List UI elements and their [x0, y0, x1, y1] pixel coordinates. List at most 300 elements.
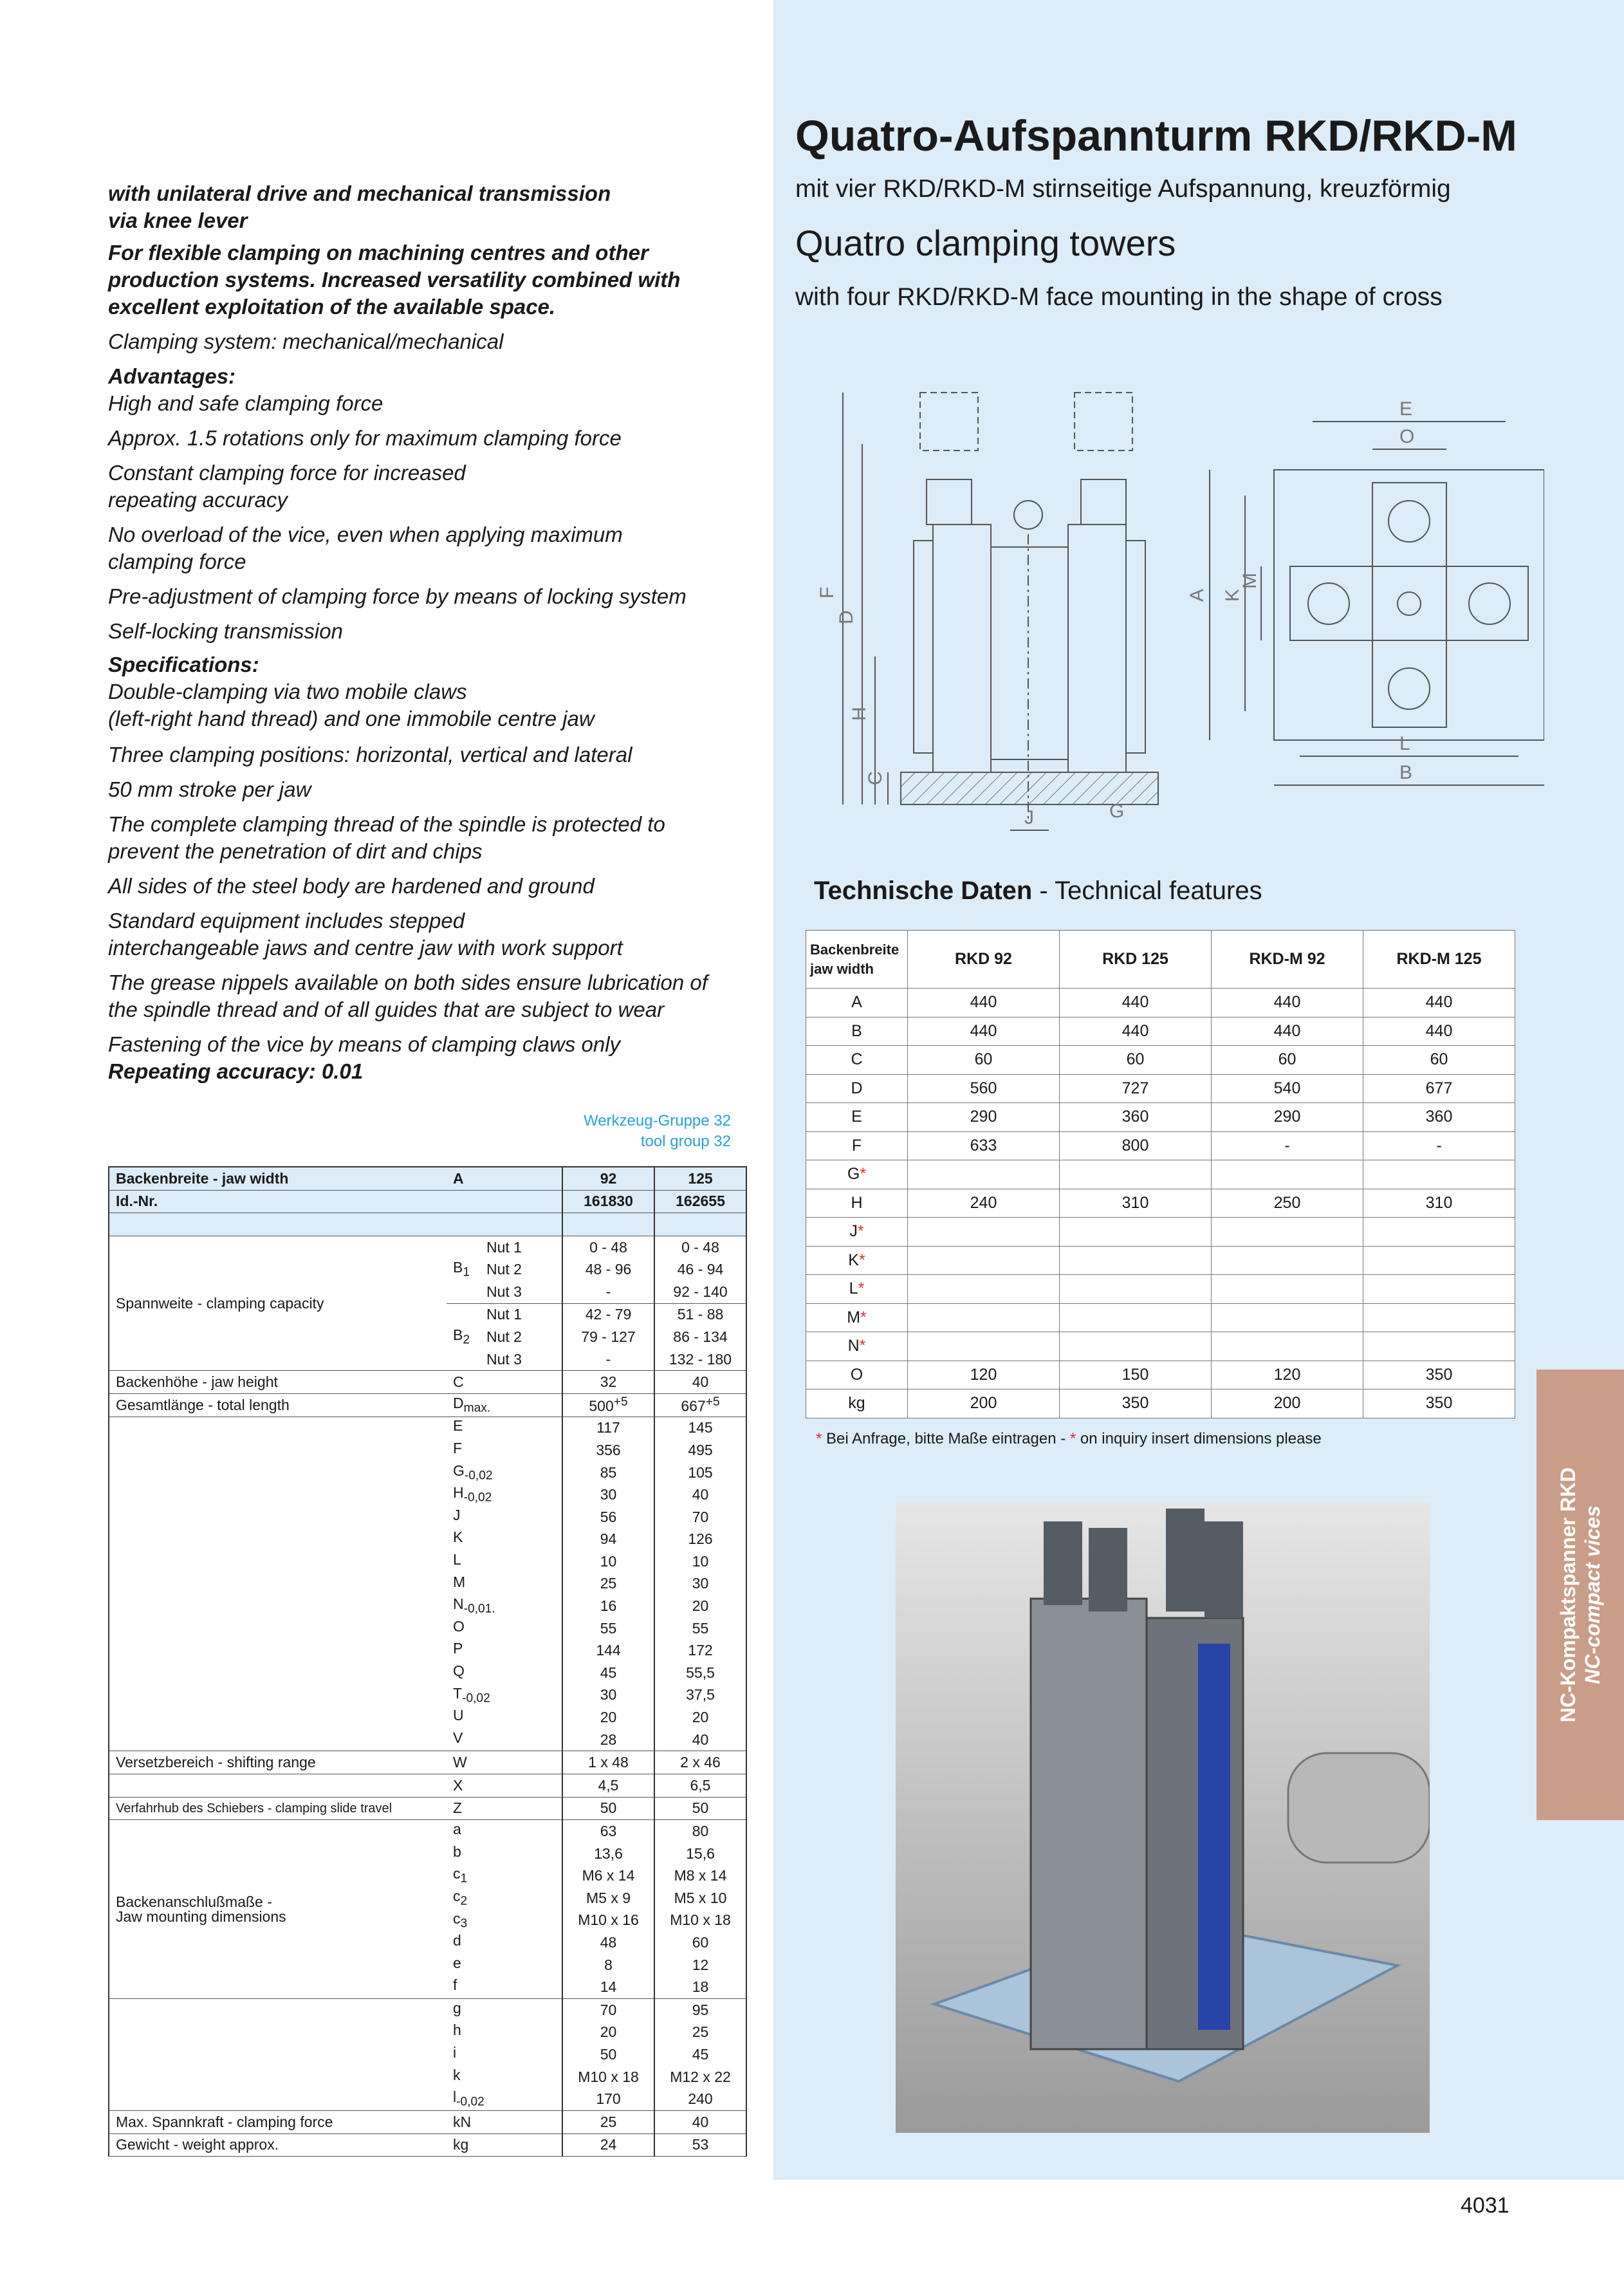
spindle-left	[927, 479, 972, 525]
machine-spindle	[1288, 1753, 1430, 1863]
tech-row	[806, 1074, 1515, 1103]
symbol-text: E	[453, 1417, 463, 1435]
tech-cell: 440	[1212, 989, 1363, 1018]
vice-right	[1469, 583, 1510, 624]
row-label	[109, 1774, 447, 1798]
symbol-sub: 3	[460, 1917, 468, 1931]
cell: 37,5	[654, 1684, 746, 1707]
cell: 32	[562, 1371, 654, 1394]
corner-line: jaw width	[810, 960, 874, 977]
cell: 53	[654, 2133, 746, 2157]
intro-purpose	[108, 239, 739, 321]
cross-vertical	[1372, 483, 1446, 727]
specs-heading: Specifications:	[108, 653, 259, 676]
tech-star: *	[857, 1222, 864, 1241]
spec-item: Three clamping positions: horizontal, vertical and lateral	[108, 743, 632, 767]
symbol-sub: 1	[460, 1872, 468, 1886]
center-hub	[1398, 592, 1421, 615]
row-label-line: Jaw mounting dimensions	[116, 1908, 286, 1925]
cell: 1 x 48	[562, 1751, 654, 1774]
row-symbol	[447, 2021, 562, 2044]
tech-star: *	[860, 1165, 867, 1184]
tech-row-label	[806, 1103, 908, 1132]
tech-cell: 440	[1363, 1017, 1515, 1046]
row-symbol	[447, 1595, 562, 1617]
dim-label-k: K	[1222, 588, 1243, 602]
cell: M10 x 18	[562, 2066, 654, 2088]
cell: 12	[654, 1954, 746, 1976]
row-symbol	[447, 1617, 562, 1640]
symbol-text: J	[453, 1506, 461, 1523]
side-jaw-left	[914, 541, 933, 753]
tech-row-label-text: kg	[848, 1394, 865, 1413]
tech-cell: 727	[1060, 1074, 1212, 1103]
row-symbol	[447, 1236, 480, 1303]
symbol-text: O	[453, 1617, 465, 1635]
symbol-text: P	[453, 1640, 463, 1657]
specs-block	[108, 651, 739, 732]
tech-table	[806, 930, 1515, 1418]
symbol-text: h	[453, 2021, 461, 2039]
symbol-sub: 2	[460, 1894, 468, 1908]
cell: 50	[654, 1797, 746, 1820]
row-symbol	[447, 1439, 562, 1462]
row-symbol	[447, 1684, 562, 1707]
cell: 4,5	[562, 1774, 654, 1798]
tech-cell	[1363, 1332, 1515, 1361]
advantages-heading: Advantages:	[108, 364, 236, 388]
tech-row-label	[806, 989, 908, 1018]
row-label	[109, 1417, 447, 1751]
nut-label: Nut 3	[480, 1281, 562, 1303]
corner-line: Backenbreite	[810, 941, 900, 958]
tech-cell: 60	[1060, 1046, 1212, 1075]
page-subtitle-de: mit vier RKD/RKD-M stirnseitige Aufspannung, kreuzförmig	[795, 175, 1451, 203]
row-label	[109, 1998, 447, 2110]
row-symbol: C	[447, 1371, 562, 1394]
tech-cell: -	[1212, 1131, 1363, 1160]
tech-col-header: RKD-M 92	[1212, 931, 1363, 989]
center-body	[991, 547, 1068, 759]
symbol-text: c	[453, 1910, 461, 1927]
table-row	[109, 1797, 746, 1820]
cell: 117	[562, 1417, 654, 1439]
symbol-text: a	[453, 1821, 461, 1838]
technical-drawing	[798, 380, 1544, 843]
row-symbol	[447, 1662, 562, 1684]
front-view	[843, 393, 1158, 830]
spec-item	[108, 907, 739, 962]
tech-row-label-text: B	[851, 1021, 862, 1040]
note-text-en: on inquiry insert dimensions please	[1076, 1430, 1322, 1447]
intro-line: the spindle thread and of all guides that are subject to wear	[108, 998, 665, 1021]
symbol-sub: -0,02	[462, 1691, 490, 1705]
row-label	[109, 1213, 447, 1236]
cell: 92 - 140	[654, 1281, 746, 1303]
tech-row	[806, 1160, 1515, 1189]
cell: -	[562, 1348, 654, 1371]
cell: 50	[562, 1797, 654, 1820]
tower-right	[1068, 525, 1126, 772]
table-row	[109, 1213, 746, 1236]
spec-item	[108, 969, 739, 1023]
tech-row	[806, 1361, 1515, 1389]
cell: 63	[562, 1820, 654, 1843]
cell: 80	[654, 1820, 746, 1843]
row-label: Backenhöhe - jaw height	[109, 1371, 447, 1394]
cell: 170	[562, 2088, 654, 2110]
tech-row-label-text: F	[851, 1136, 862, 1155]
cell: 60	[654, 1931, 746, 1954]
side-jaw-right	[1126, 541, 1145, 753]
tech-cell: 350	[1060, 1389, 1212, 1418]
row-symbol: A	[447, 1167, 562, 1190]
symbol-text: V	[453, 1729, 463, 1746]
tech-cell	[1060, 1246, 1212, 1275]
tech-row-label	[806, 1046, 908, 1075]
table-row	[109, 1417, 746, 1439]
tool-group-en: tool group 32	[640, 1133, 731, 1150]
cell-text: 667	[681, 1398, 706, 1415]
cell: 40	[654, 1483, 746, 1506]
cell: 20	[562, 1706, 654, 1729]
spindle	[1204, 1521, 1243, 1618]
tech-row-label-text: E	[851, 1108, 862, 1126]
spec-item: All sides of the steel body are hardened and ground	[108, 874, 595, 898]
cell: 240	[654, 2088, 746, 2110]
tech-cell: 440	[908, 989, 1060, 1018]
intro-line: Double-clamping via two mobile claws	[108, 680, 467, 703]
cell: 20	[654, 1595, 746, 1617]
row-symbol: W	[447, 1751, 562, 1774]
symbol-text: c	[453, 1887, 461, 1904]
tech-row-label	[806, 1131, 908, 1160]
cell: 70	[654, 1506, 746, 1529]
row-symbol	[447, 2043, 562, 2066]
cell: M5 x 10	[654, 1887, 746, 1910]
intro-line: Fastening of the vice by means of clamping claws only	[108, 1032, 621, 1056]
table-row	[109, 1190, 746, 1213]
dim-label-j: J	[1024, 807, 1034, 828]
nut-label: Nut 3	[480, 1348, 562, 1371]
tech-cell: 150	[1060, 1361, 1212, 1389]
cell: 144	[562, 1639, 654, 1662]
tech-cell: 440	[1363, 989, 1515, 1018]
dim-label-c: C	[865, 771, 886, 785]
tech-cell	[1212, 1303, 1363, 1332]
tech-row	[806, 1218, 1515, 1247]
cell: 85	[562, 1462, 654, 1484]
cell: 25	[654, 2021, 746, 2044]
cell: 55	[562, 1617, 654, 1640]
cell-sup: +5	[613, 1395, 628, 1409]
intro-line: The grease nippels available on both sides ensure lubrication of	[108, 971, 708, 994]
tech-cell	[1363, 1160, 1515, 1189]
section-tab-line: NC-compact vices	[1581, 1505, 1604, 1684]
table-row	[109, 1167, 746, 1190]
intro-line: Constant clamping force for increased	[108, 461, 466, 485]
row-symbol	[447, 1976, 562, 1998]
cell-text: 500	[589, 1398, 614, 1415]
cell: 94	[562, 1529, 654, 1551]
symbol-text: e	[453, 1954, 461, 1971]
row-symbol	[447, 1864, 562, 1887]
intro-line: The complete clamping thread of the spindle is protected to	[108, 812, 665, 836]
tech-cell	[1212, 1332, 1363, 1361]
row-label: Versetzbereich - shifting range	[109, 1751, 447, 1774]
tech-row-label	[806, 1189, 908, 1218]
tech-heading-rest: - Technical features	[1032, 877, 1262, 905]
advantage-item	[108, 521, 739, 575]
intro-line: For flexible clamping on machining centres and other	[108, 241, 649, 265]
cell: 145	[654, 1417, 746, 1439]
cell: 161830	[562, 1190, 654, 1213]
cell-sup: +5	[705, 1395, 720, 1409]
cell: 95	[654, 1998, 746, 2021]
row-symbol	[447, 1190, 562, 1213]
row-symbol	[447, 1910, 562, 1932]
cell: 13,6	[562, 1843, 654, 1865]
tech-row	[806, 1303, 1515, 1332]
tech-cell: 350	[1363, 1361, 1515, 1389]
tech-cell	[908, 1303, 1060, 1332]
cell: 14	[562, 1976, 654, 1998]
tech-cell: 60	[1363, 1046, 1515, 1075]
cell: 8	[562, 1954, 654, 1976]
section-tab-text	[1556, 1467, 1605, 1722]
cell: 45	[654, 2043, 746, 2066]
tech-row-label	[806, 1303, 908, 1332]
intro-line: repeating accuracy	[108, 488, 288, 512]
tech-row-label	[806, 1017, 908, 1046]
cell: M5 x 9	[562, 1887, 654, 1910]
nut-label: Nut 1	[486, 1306, 522, 1323]
row-label: Backenbreite - jaw width	[109, 1167, 447, 1190]
row-label-line: Backenanschlußmaße -	[116, 1893, 272, 1910]
handle-left	[920, 393, 978, 451]
cell: 92	[562, 1167, 654, 1190]
cell: 55,5	[654, 1662, 746, 1684]
tech-cell: 120	[1212, 1361, 1363, 1389]
tech-cell: 560	[908, 1074, 1060, 1103]
intro-line: excellent exploitation of the available space.	[108, 295, 556, 319]
cell: M10 x 16	[562, 1910, 654, 1932]
row-symbol	[447, 1954, 562, 1976]
intro-line: clamping force	[108, 550, 246, 573]
cell: 40	[654, 1371, 746, 1394]
tech-row	[806, 1046, 1515, 1075]
tech-row-label	[806, 1218, 908, 1247]
symbol-text: c	[453, 1865, 461, 1882]
tech-cell	[1060, 1275, 1212, 1304]
tech-row-label-text: H	[851, 1193, 863, 1212]
tech-row	[806, 1275, 1515, 1304]
repeat-accuracy: Repeating accuracy: 0.01	[108, 1059, 364, 1083]
tech-cell	[1363, 1246, 1515, 1275]
tech-cell: 540	[1212, 1074, 1363, 1103]
dim-label-g: G	[1109, 801, 1125, 822]
cell: 105	[654, 1462, 746, 1484]
cell: 495	[654, 1439, 746, 1462]
tech-cell: 440	[1060, 989, 1212, 1018]
symbol-text: L	[453, 1551, 461, 1568]
symbol-text: b	[453, 1843, 461, 1860]
table-row	[109, 1998, 746, 2021]
cell: 46 - 94	[654, 1258, 746, 1281]
tech-cell	[1212, 1218, 1363, 1247]
table-row	[109, 1236, 746, 1258]
row-symbol	[447, 1483, 562, 1506]
tech-row-label-text: M	[847, 1308, 861, 1326]
tech-cell: 60	[1212, 1046, 1363, 1075]
cell: M10 x 18	[654, 1910, 746, 1932]
vice-top	[1389, 501, 1430, 542]
tech-cell	[908, 1246, 1060, 1275]
tech-row	[806, 1389, 1515, 1418]
tech-row-label	[806, 1246, 908, 1275]
tech-cell	[908, 1275, 1060, 1304]
row-label	[109, 1820, 447, 1999]
tech-row	[806, 1017, 1515, 1046]
cell: 28	[562, 1729, 654, 1751]
tech-cell: 440	[908, 1017, 1060, 1046]
row-label: Id.-Nr.	[109, 1190, 447, 1213]
symbol-text: T	[453, 1684, 463, 1702]
table-row	[109, 2110, 746, 2133]
tech-cell	[1363, 1303, 1515, 1332]
advantages-block	[108, 363, 739, 417]
cell: 30	[562, 1684, 654, 1707]
top-view	[1210, 422, 1544, 785]
dim-label-o: O	[1399, 426, 1415, 447]
tech-row	[806, 1246, 1515, 1275]
table-row	[109, 1751, 746, 1774]
row-symbol	[447, 1529, 562, 1551]
tech-row-label	[806, 1160, 908, 1189]
table-row	[109, 1820, 746, 1843]
dim-label-a: A	[1186, 588, 1208, 602]
row-label: Gewicht - weight approx.	[109, 2133, 447, 2157]
row-symbol	[447, 1303, 480, 1371]
row-symbol	[447, 1820, 562, 1843]
row-label: Gesamtlänge - total length	[109, 1393, 447, 1417]
tech-row-label-text: D	[851, 1079, 863, 1097]
cell	[562, 1393, 654, 1417]
tech-cell: 800	[1060, 1131, 1212, 1160]
advantage-item: Approx. 1.5 rotations only for maximum clamping force	[108, 426, 622, 450]
row-symbol	[447, 2066, 562, 2088]
tech-cell: 290	[1212, 1103, 1363, 1132]
tech-heading-bold: Technische Daten	[814, 877, 1033, 905]
row-symbol	[447, 2088, 562, 2110]
tech-row	[806, 989, 1515, 1018]
symbol-text: B	[453, 1326, 463, 1344]
row-symbol	[447, 1573, 562, 1595]
cell: 24	[562, 2133, 654, 2157]
symbol-text: d	[453, 1932, 461, 1949]
cell: 86 - 134	[654, 1326, 746, 1348]
tech-row-label-text: G	[847, 1165, 860, 1184]
dim-label-l: L	[1399, 733, 1410, 754]
cell	[562, 1213, 654, 1236]
tech-cell: 440	[1060, 1017, 1212, 1046]
symbol-text: H	[453, 1484, 464, 1501]
tech-cell	[908, 1160, 1060, 1189]
row-label: Spannweite - clamping capacity	[109, 1236, 447, 1371]
cell: 50	[562, 2043, 654, 2066]
page-number: 4031	[1461, 2193, 1509, 2218]
dim-label-f: F	[817, 586, 838, 599]
spec-table	[108, 1166, 747, 2157]
tech-cell: 310	[1060, 1189, 1212, 1218]
tech-cell	[1060, 1303, 1212, 1332]
row-label: Verfahrhub des Schiebers - clamping slide travel	[109, 1797, 447, 1820]
cell: 162655	[654, 1190, 746, 1213]
clamping-system: Clamping system: mechanical/mechanical	[108, 330, 504, 353]
tech-cell: 290	[908, 1103, 1060, 1132]
tech-cell: 60	[908, 1046, 1060, 1075]
symbol-text: k	[453, 2066, 461, 2083]
tech-cell: 360	[1363, 1103, 1515, 1132]
handle-right	[1075, 393, 1132, 451]
cell: -	[562, 1281, 654, 1303]
tech-row-label	[806, 1361, 908, 1389]
symbol-text: Q	[453, 1662, 465, 1679]
row-symbol: kg	[447, 2133, 562, 2157]
tech-col-header: RKD-M 125	[1363, 931, 1515, 989]
section-tab	[1536, 1370, 1624, 1820]
tech-star: *	[858, 1279, 865, 1298]
top-plate	[1274, 470, 1544, 740]
tech-row-label-text: A	[851, 993, 862, 1012]
cell: 55	[654, 1617, 746, 1640]
symbol-text: U	[453, 1707, 464, 1724]
page-subtitle-en: with four RKD/RKD-M face mounting in the shape of cross	[795, 283, 1443, 311]
cell: 132 - 180	[654, 1348, 746, 1371]
cell: M6 x 14	[562, 1864, 654, 1887]
spindle	[1044, 1521, 1082, 1605]
tech-note	[816, 1430, 1322, 1448]
tech-row-label-text: K	[848, 1250, 859, 1269]
symbol-text: g	[453, 1999, 461, 2016]
intro-line: with unilateral drive and mechanical transmission	[108, 181, 611, 205]
symbol-sub: -0,01.	[463, 1602, 495, 1616]
tech-cell: 350	[1363, 1389, 1515, 1418]
cell: 2 x 46	[654, 1751, 746, 1774]
cell: 48	[562, 1931, 654, 1954]
row-symbol	[447, 1393, 562, 1417]
symbol-sub: max.	[463, 1401, 491, 1415]
cell: 42 - 79	[562, 1303, 654, 1326]
tech-cell: 677	[1363, 1074, 1515, 1103]
symbol-sub: 2	[463, 1333, 470, 1347]
symbol-sub: 1	[463, 1265, 470, 1279]
row-symbol	[447, 1639, 562, 1662]
symbol-sub: -0,02	[464, 1469, 493, 1483]
cell: 25	[562, 2110, 654, 2133]
tech-row-label-text: N	[847, 1337, 860, 1355]
page-title-en: Quatro clamping towers	[795, 223, 1176, 263]
symbol-text: f	[453, 1976, 457, 1994]
tech-cell: 200	[908, 1389, 1060, 1418]
cell: 70	[562, 1998, 654, 2021]
cell	[654, 1393, 746, 1417]
cell: 172	[654, 1639, 746, 1662]
note-star: *	[816, 1430, 822, 1447]
row-symbol: X	[447, 1774, 562, 1798]
tech-cell: 120	[908, 1361, 1060, 1389]
tech-cell: 240	[908, 1189, 1060, 1218]
